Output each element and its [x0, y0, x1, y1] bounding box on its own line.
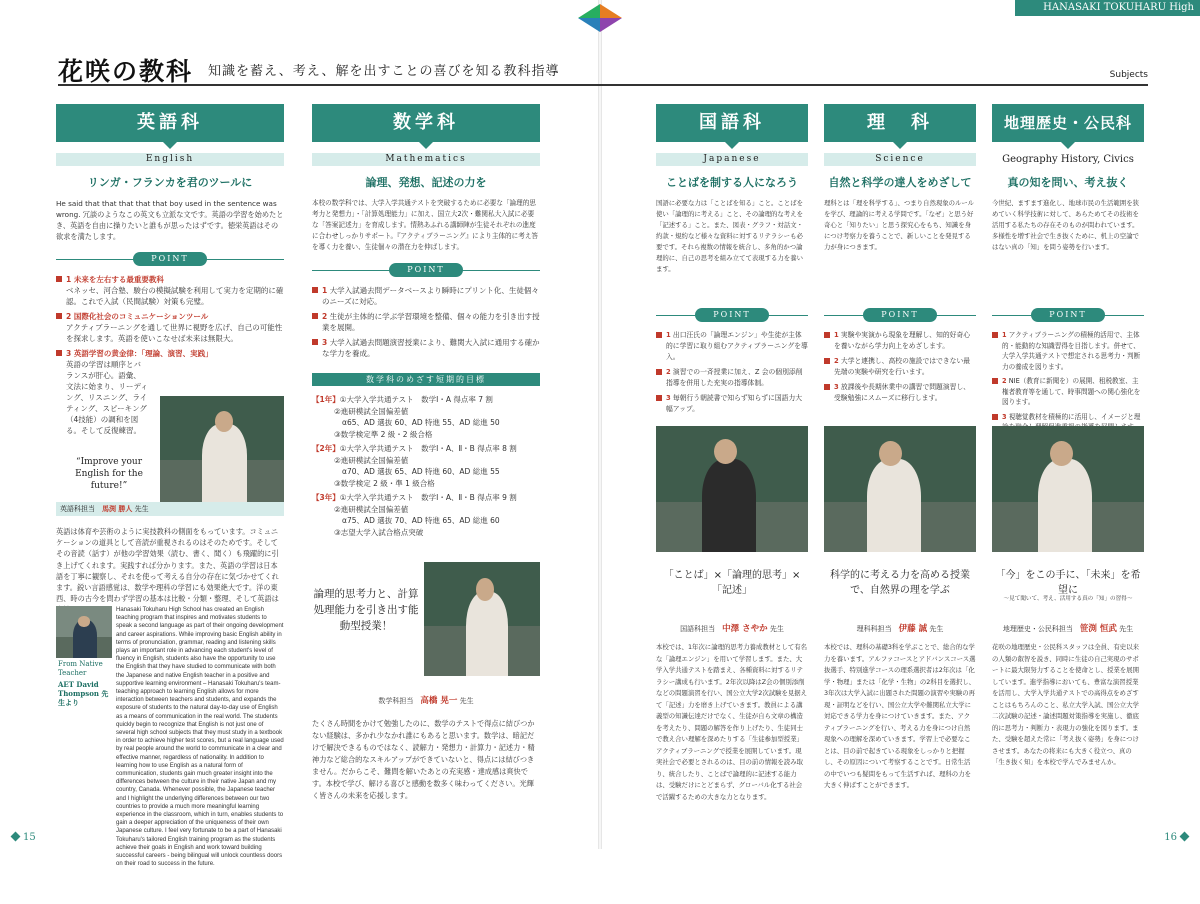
- list-item: 1 未来を左右する最重要教科 ベネッセ、河合塾、駿台の模擬試験を利用して実力を定期的に確認。これで入試（民間試験）対策も完璧。: [56, 274, 284, 307]
- list-item: 3 放課後や長期休業中の講習で問題演習し、受験勉強にスムーズに移行します。: [824, 382, 976, 404]
- math-header: 数学科: [312, 104, 540, 142]
- list-item: 1 出口汪氏の「論理エンジン」や生徒が主体的に学習に取り組むアクティブラーニングを導入。: [656, 330, 808, 363]
- japanese-name: Japanese: [656, 153, 808, 166]
- school-name-bar: HANASAKI TOKUHARU High School: [1015, 0, 1200, 16]
- list-item: 2 演習での一斉授業に加え、Z 会の個別添削指導を併用した充実の指導体制。: [656, 367, 808, 389]
- japanese-quote: 「ことば」×「論理的思考」×「記述」: [663, 570, 801, 596]
- science-points: [824, 330, 976, 404]
- geo-quote: 「今」をこの手に、「未来」を希望に: [995, 570, 1141, 596]
- math-body: たくさん時間をかけて勉強したのに、数学のテストで得点に結びつかない経験は、多かれ少なかれ誰にもあると思います。数学は、暗記だけで解決できるものではなく、読解力・発想力・計算力・記述力・精神力など総合的なスキルアップができていないと、得点には結びつきません。だからこそ、難問を解いたあとの充実感・達成感は爽快です。本校で学び、解ける喜びと感動を数多く味わってください。光輝く皆さんの未来を応援します。: [312, 719, 535, 800]
- science-column: [824, 104, 976, 789]
- japanese-column: [656, 104, 808, 801]
- list-item: 2 大学と連携し、高校の施設ではできない最先端の実験や研究を行います。: [824, 356, 976, 378]
- english-point-badge: POINT: [133, 252, 207, 266]
- math-intro: 本校の数学科では、大学入学共通テストを突破するために必要な「論理的思考力と発想力」・「計算処理能力」に加え、国立大2次・難関私大入試に必要な「答案記述力」を育成します。情熱あふれる講師陣が生徒それぞれの進度に合わせしっかりサポート。『アクティブラーニング』により主体的に考え答を導く力を養い、生徒個々の潜在力を伸ばします。: [312, 199, 539, 251]
- science-intro: 理科とは「理を科学する」、つまり自然現象のルールを学び、理論的に考える学問です。「なぜ」と思う好奇心と「知りたい」と思う探究心をもち、知識を身につけ考察力を養うことで、新しいことを発見する力が身につきます。: [824, 199, 975, 251]
- science-name: Science: [824, 153, 976, 166]
- science-body: 本校では、理科の基礎3科を学ぶことで、総合的な学力を養います。アルファコースとアドバンスコース選抜選手、特別進学コースの理系選択者は2年次は「化学・物理」または「化学・生物」の2科目を選択し、3年次は大学入試に出題された問題の演習や実験の再現・証明などを行い、国公立大学や難関私立大学に対応できる学力を身につけていきます。また、アクティブラーニングを行い、考える力を身につけ自然現象への理解を深めていきます。学習上で必要なことは、目の前で起きている現象をしっかりと把握し、その原因について考察することです。日常生活の中でいつも疑問をもって生活すれば、理科の力を大きく伸ばすことができます。: [824, 643, 976, 789]
- list-item: 3 視聴覚教材を積極的に活用し、イメージと理: [992, 412, 1144, 433]
- science-teacher-caption: 理科科担当 伊藤 誠 先生: [856, 624, 944, 634]
- list-item: 【3年】①大学入学共通テスト 数学Ⅰ・A、Ⅱ・B 得点率 9 割 ②進研模試全国偏差値 α75、AD 選抜 70、AD 特進 65、AD 総進 60 ③志望大学入試合格点突破: [312, 493, 517, 537]
- japanese-teacher-photo: [656, 426, 808, 552]
- geo-intro: 今世紀、ますます進化し、地球市民の生活範囲を狭めていく科学技術に対して、あらためてその技術を活用する私たちの存在そのものが問われています。多様性を増す社会で生き抜くために、机上の空論ではない真の「知」を問う姿勢を行います。: [992, 199, 1139, 251]
- math-column: [312, 104, 540, 800]
- math-target-title: 数学科のめざす短期的目標: [312, 373, 540, 386]
- aet-message: Hanasaki Tokuharu High School has created an English teaching program that inspires and motivates students to speak a second language as part of their ongoing development and career aspirations. While improving basic English ability in terms of pronunciation, grammar, reading and listening skills plays an important role in advancing each student's level of fluency in English, students also have the opportunity to use the English that they have studied to communicate with both the Japanese and native English teacher in a positive and supportive learning environment – Hanasaki Tokuharu's team-teaching approach to learning English allows for more interaction between teachers and students, and expands the exposure of students to the natural day-to-day use of English as a means of communication in the real world. The students quickly begin to recognize that English is not just one of several high school subjects that they must study in a textbook in order to achieve higher test scores, but a real language used by real people around the world to communicate in a clear and effective manner, regardless of nationality. In addition to learning how to use English as a natural form of communication, students gain much greater insight into the differences between the culture in their native Japan and my country, Canada. Whenever possible, the Japanese teacher and I highlight the underlying differences between our two countries to provide a much more meaningful learning experience in the classroom, which in turn, enables students to gain a deeper appreciation of the uniqueness of their own Japanese culture. I feel very fortunate to be a part of Hanasaki Tokuharu's tailored English training program as the students achieve their goals in English and work toward building successful careers - being bilingual will unlock countless doors on their road to success in the future.: [116, 607, 284, 868]
- english-catch: リンガ・フランカを君のツールに: [87, 176, 253, 189]
- list-item: 2 NIE（教育に新聞を）の展開、租税教室、主権者教育等を通して、時事問題への関心強化を図ります。: [992, 376, 1144, 408]
- list-item: 3 大学入試過去問題演習授業により、難関大入試に通用する確かな学力を養成。: [312, 337, 540, 359]
- math-teacher-photo: [424, 562, 540, 676]
- geo-quote-sub: ～見て聞いて、考え、活用する真の「知」の習得～: [1003, 596, 1133, 602]
- geo-name: Geography History, Civics: [1002, 154, 1134, 165]
- english-column: [56, 104, 284, 868]
- english-name: English: [56, 153, 284, 166]
- math-points: [312, 285, 540, 359]
- geo-point-badge: POINT: [1031, 308, 1105, 322]
- japanese-teacher-caption: 国語科担当 中澤 さやか 先生: [680, 624, 784, 634]
- section-label: Subjects: [1109, 70, 1148, 80]
- page-number-left: 15: [8, 832, 36, 843]
- english-intro: He said that that that that that boy used in the sentence was wrong. 冗談のようなこの英文も立派な文です。英語の学習を始めたとき、英語を自由に操りたいと誰もが思ったはずです。徳栄英語はその欲求を満たします。: [56, 199, 284, 241]
- math-quote: 論理的思考力と、計算処理能力を引き出す能動型授業！: [313, 588, 419, 632]
- aet-photo: [56, 606, 112, 658]
- science-catch: 自然と科学の達人をめざして: [828, 176, 972, 189]
- page-subtitle: 知識を蓄え、考え、解を出すことの喜びを知る教科指導: [208, 64, 560, 79]
- list-item: 1 アクティブラーニングの積極的活用で、主体的・能動的な知識習得を目指します。併せて、大学入学共通テストで想定される思考力・判断力の養成を図ります。: [992, 330, 1144, 372]
- english-teacher-caption: 英語科担当 馬渕 勝人 先生: [56, 502, 284, 516]
- title-divider: [58, 84, 1148, 86]
- japanese-body: 本校では、1年次に論理的思考力養成教材として有名な「論理エンジン」を用いて学習します。また、大学入学共通テストを踏まえ、各種資料に対するリテラシー講成も行います。2年次以降はZ会の個別添削などの問題演習を行い、国公立大学2次試験を見据えて「記述」力を磨き上げていきます。教員による講義型の知識伝達だけでなく、生徒が自ら文章の構造を考えたり、問題の解答を作り上げたり、生徒同士で教え合い理解を深めたりする「生徒参加型授業」アクティブラーニングで授業を展開しています。現実社会で必要とされるのは、目の前の情報を読み取り、統合したり、ことばで論理的に記述する能力は、受験だけにとどまらず、グローバル化する社会で活躍するための大きな力となります。: [656, 643, 808, 801]
- list-item: 【2年】①大学入学共通テスト 数学Ⅰ・A、Ⅱ・B 得点率 8 割 ②進研模試全国偏差値 α70、AD 選抜 65、AD 特進 60、AD 総進 55 ③数学検定 2 級・準 1 級合格: [312, 444, 517, 488]
- list-item: 1 大学入試過去問データベースより瞬時にプリント化、生徒個々のニーズに対応。: [312, 285, 540, 307]
- math-point-badge: POINT: [389, 263, 463, 277]
- english-slogan: “Improve your English for the future!”: [75, 457, 143, 491]
- list-item: 2 国際化社会のコミュニケーションツール アクティブラーニングを通して世界に視野を広げ、自己の可能性を探求します。英語を使いこなせば未来は無限大。: [56, 311, 284, 344]
- science-point-badge: POINT: [863, 308, 937, 322]
- page-gutter: [598, 0, 602, 849]
- page-number-right: 16: [1164, 832, 1192, 843]
- list-item: 3 英語学習の黄金律：「理論、演習、実践」 英語の学習は順序とバランスが肝心。語彙、文法に始まり、リーディング、リスニング、ライティング、スピーキング（4技能）の調和を図る。そして反復練習。: [56, 348, 148, 436]
- japanese-header: 国語科: [656, 104, 808, 142]
- math-teacher-caption: 数学科担当 高橋 晃一 先生: [378, 696, 474, 706]
- japanese-intro: 国語に必要な力は「ことばを知る」こと。ことばを使い「論理的に考える」こと、その論理的な考えを「記述する」こと。また、図表・グラフ・対話文・約款・規約など様々な資料に対するリテラシーも必要です。それら複数の情報を統合し、多角的かつ論理的に、自己の思考を組み立てて表現する力を養います。: [656, 199, 803, 273]
- english-header: 英語科: [56, 104, 284, 142]
- list-item: 1 実験や実演から現象を理解し、知的好奇心を養いながら学力向上をめざします。: [824, 330, 976, 352]
- science-header: 理 科: [824, 104, 976, 142]
- math-targets: [312, 394, 540, 538]
- list-item: 【1年】①大学入学共通テスト 数学Ⅰ・A 得点率 7 割 ②進研模試全国偏差値 α65、AD 選抜 60、AD 特進 55、AD 総進 50 ③数学検定準 2 級・2 級合格: [312, 395, 500, 439]
- school-logo-icon: [578, 4, 622, 32]
- list-item: 3 毎朝行う朝読書で知らず知らずに国語力大幅アップ。: [656, 393, 808, 415]
- math-name: Mathematics: [312, 153, 540, 166]
- japanese-points: [656, 330, 808, 415]
- aet-label: From Native Teacher AET David Thompson 先生より: [58, 660, 109, 707]
- english-teacher-photo: [160, 396, 284, 502]
- geo-body: 花咲の地理歴史・公民科スタッフは全員、有史以来の人類の叡智を説き、同時に生徒の自己実現のサポートに最大限努力することを使命とし、授業を展開しています。進学指導においても、豊富な演習授業を活用し、大学入学共通テストでの高得点をめざすことはもちろんのこと、私立大学入試、国公立大学二次試験の記述・論述問題対策指導を実施し、徹底的に思考力・判断力・表現力の強化を図ります。また、受験を超えた常に「考え抜く姿勢」を身につけさせます。あなたの将来にも大きく役立つ、真の「生き抜く知」を本校で学んでみませんか。: [992, 643, 1139, 766]
- japanese-point-badge: POINT: [695, 308, 769, 322]
- english-body: 英語は体育や芸術のように実技教科の側面をもっています。コミュニケーションの道具として音読が重視されるのはそのためです。そしてその音読（話す）が他の学習効果（読む、書く、聞く）も飛躍的に引き上げてくれます。実践すれば分かります。また、英語の学習は日本語を丁寧に観察し、それを使って考える自分の存在に気づかせてくれます。鋭い言語感覚は、数学や理科の学習にも効果絶大です。洋の東西、時の古今を問わず学習の基本は比較・分類・整理、そして英語は: [56, 527, 279, 604]
- page-title: 花咲の教科: [58, 57, 194, 86]
- geo-column: [992, 104, 1144, 766]
- geo-header: 地理歴史・公民科: [992, 104, 1144, 142]
- list-item: 2 生徒が主体的に学ぶ学習環境を整備、個々の能力を引き出す授業を展開。: [312, 311, 540, 333]
- geo-teacher-photo: [992, 426, 1144, 552]
- math-catch: 論理、発想、記述の力を: [365, 176, 487, 189]
- science-teacher-photo: [824, 426, 976, 552]
- geo-teacher-caption: 地理歴史・公民科担当 笹渕 恒武 先生: [1002, 624, 1134, 634]
- geo-catch: 真の知を問い、考え抜く: [1007, 176, 1129, 189]
- japanese-catch: ことばを制する人になろう: [666, 176, 798, 189]
- science-quote: 科学的に考える力を高める授業で、自然界の理を学ぶ: [830, 570, 970, 596]
- geo-points: [992, 330, 1144, 433]
